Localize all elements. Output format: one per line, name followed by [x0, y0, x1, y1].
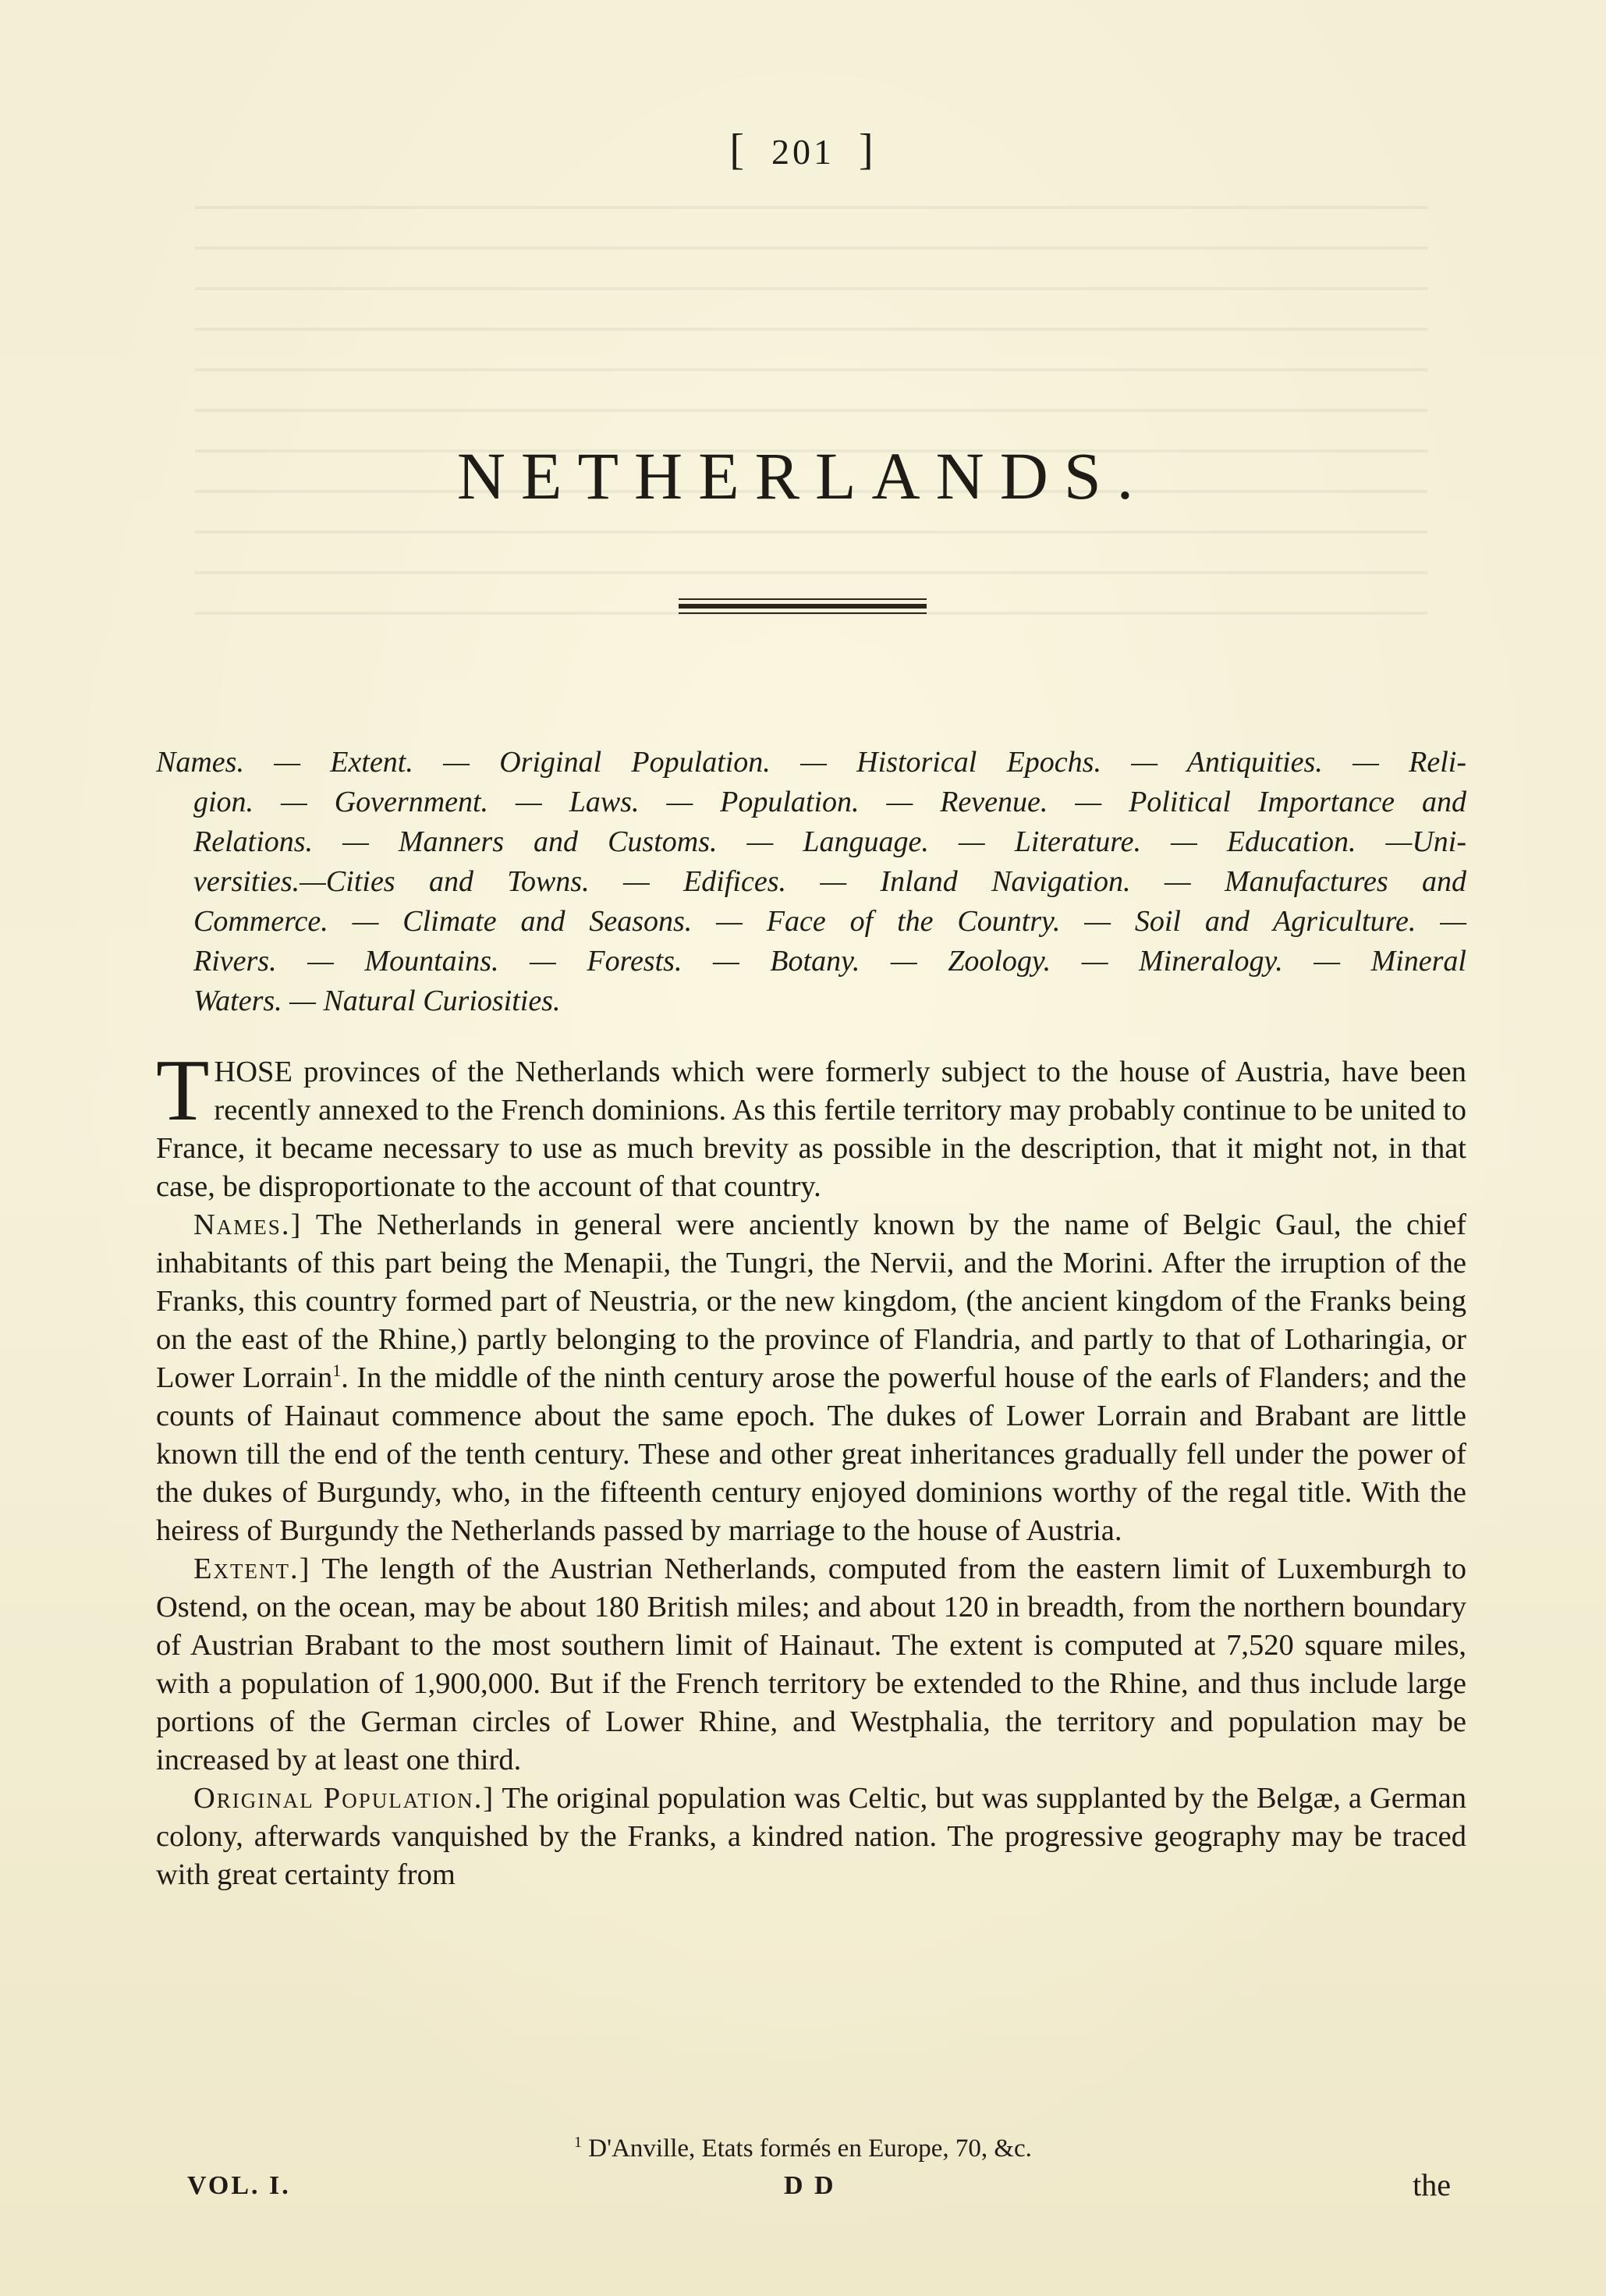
summary-line: gion. — Government. — Laws. — Population. — Revenue. — Political Importance and — [193, 786, 1466, 818]
summary-line: Names. — Extent. — Original Population. — Historical Epochs. — Antiquities. — Reli- — [156, 746, 1466, 779]
footnote-marker: 1 — [574, 2134, 583, 2151]
summary-line: versities.—Cities and Towns. — Edifices. — Inland Navigation. — Manufactures and — [193, 865, 1466, 898]
footnote — [0, 2134, 1606, 2163]
catchword: the — [1413, 2167, 1451, 2202]
names-text-b: . In the middle of the ninth century arose the powerful house of the earls of Flanders; and the counts of Hainaut commence about the same epoch. The dukes of Lower Lorrain and Brabant are little known till the end of the tenth century. These and other great inheritances gradually fell under the power of the dukes of Burgundy, who, in the fifteenth century enjoyed dominions worthy of the regal title. With the heiress of Burgundy the Netherlands passed by marriage to the house of Austria. — [156, 1361, 1466, 1547]
summary-line: Rivers. — Mountains. — Forests. — Botany. — Zoology. — Mineralogy. — Mineral — [193, 945, 1466, 978]
section-heading-original-population: Original Population.] — [193, 1782, 495, 1815]
intro-lead-word: HOSE — [214, 1056, 292, 1088]
rule-line-thin — [679, 598, 927, 600]
chapter-title: NETHERLANDS. — [456, 438, 1150, 513]
section-heading-names: Names.] — [193, 1208, 303, 1241]
summary-line: Commerce. — Climate and Seasons. — Face of the Country. — Soil and Agriculture. — — [193, 905, 1466, 938]
intro-text: provinces of the Netherlands which were formerly subject to the house of Austria, have been recently annexed to the French dominions. As this fertile territory may probably continue to be united to France, it became necessary to use as much brevity as possible in the description, that it might not, in that case, be disproportionate to the account of that country. — [156, 1056, 1466, 1203]
volume-label: VOL. I. — [187, 2171, 291, 2200]
paragraph-intro — [156, 1042, 1466, 1206]
footnote-text: D'Anville, Etats formés en Europe, 70, &c. — [582, 2135, 1032, 2163]
title-rule — [679, 598, 927, 618]
names-text-a: The Netherlands in general were anciently known by the name of Belgic Gaul, the chief inhabitants of this part being the Menapii, the Tungri, the Nervii, and the Morini. After the irruption of the Franks, this country formed part of Neustria, or the new kingdom, (the ancient kingdom of the Franks being on the east of the Rhine,) partly belonging to the province of Flandria, and partly to that of Lotharingia, or Lower Lorrain — [156, 1208, 1466, 1394]
paragraph-names — [156, 1206, 1466, 1550]
rule-line-thick — [679, 604, 927, 609]
drop-cap: T — [156, 1042, 210, 1139]
summary-line: Relations. — Manners and Customs. — Language. — Literature. — Education. —Uni- — [193, 825, 1466, 858]
signature-mark: D D — [784, 2171, 836, 2200]
chapter-summary — [156, 743, 1466, 1021]
page-number — [0, 125, 1606, 175]
bracket-open: [ — [729, 126, 747, 174]
page-number-value: 201 — [771, 132, 835, 172]
original-population-text: The original population was Celtic, but was supplanted by the Belgæ, a German colony, afterwards vanquished by the Franks, a kindred nation. The progressive geography may be traced with great certainty from — [156, 1782, 1466, 1891]
summary-line: Waters. — Natural Curiosities. — [193, 985, 561, 1017]
rule-line-thin — [679, 612, 927, 614]
paragraph-extent — [156, 1550, 1466, 1780]
paragraph-original-population — [156, 1780, 1466, 1894]
extent-text: The length of the Austrian Netherlands, computed from the eastern limit of Luxemburgh to Ostend, on the ocean, may be about 180 British miles; and about 120 in breadth, from the northern boundary of Austrian Brabant to the most southern limit of Hainaut. The extent is computed at 7,520 square miles, with a population of 1,900,000. But if the French territory be extended to the Rhine, and thus include large portions of the German circles of Lower Rhine, and Westphalia, the territory and population may be increased by at least one third. — [156, 1553, 1466, 1776]
footnote-ref[interactable]: 1 — [332, 1361, 342, 1381]
body-text — [156, 1042, 1466, 1894]
show-through-texture — [195, 179, 1427, 616]
section-heading-extent: Extent.] — [193, 1553, 311, 1585]
bracket-close: ] — [859, 126, 877, 174]
